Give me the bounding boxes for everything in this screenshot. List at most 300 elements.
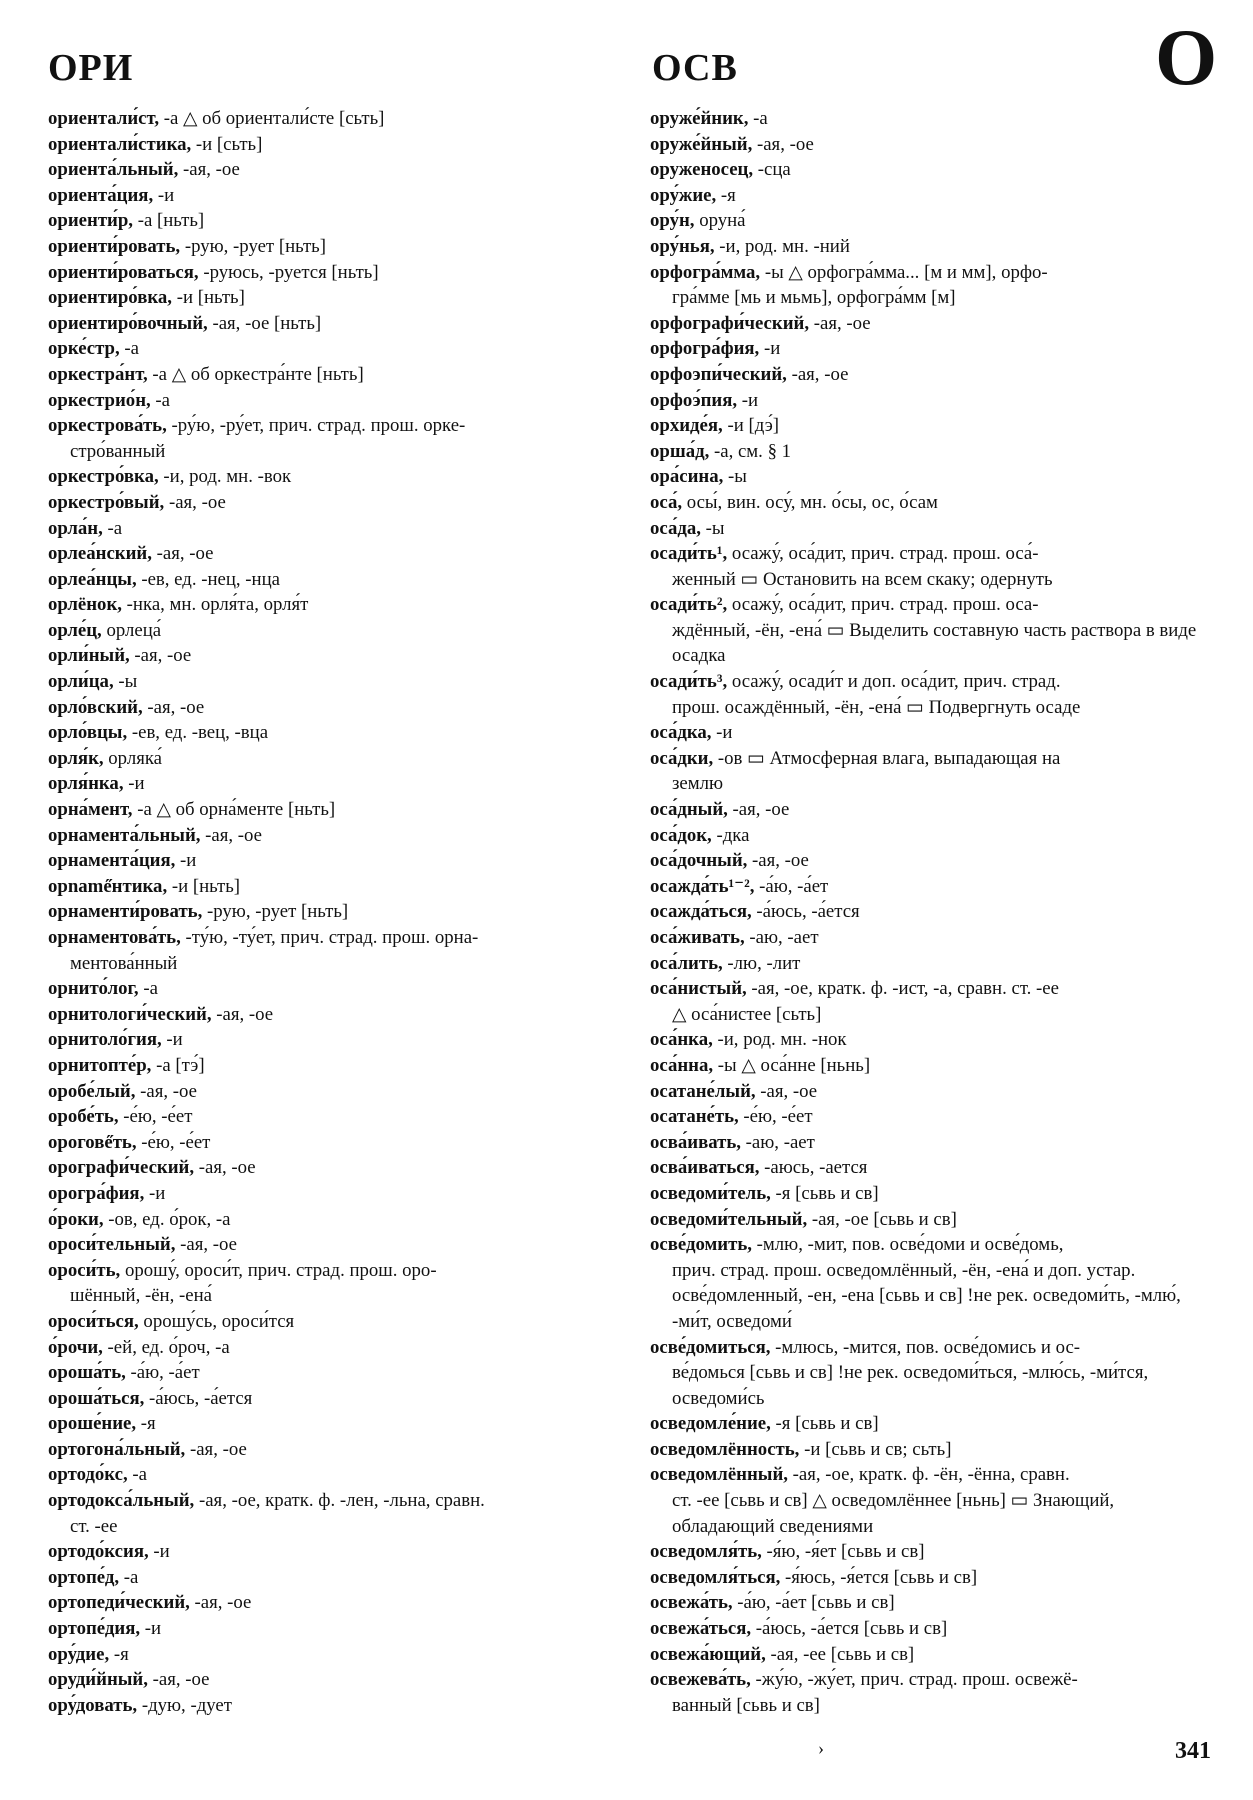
page-number: 341 (1175, 1738, 1211, 1764)
headword: орло́вский, (48, 696, 143, 718)
entry-text: -и, род. мн. -вок (158, 466, 292, 488)
entry-text: -ая, -ое, кратк. ф. -ён, -ённа, сравн. (787, 1464, 1070, 1486)
headword: орнито́лог, (48, 978, 139, 1000)
headword: осве́домить, (650, 1234, 752, 1256)
dictionary-entry (48, 1335, 608, 1361)
entry-text: -я (109, 1643, 129, 1665)
dictionary-entry (48, 592, 608, 618)
entry-text: -ая, -ое (755, 1080, 818, 1102)
entry-text: -ы (700, 517, 725, 539)
headword: осва́иваться, (650, 1157, 760, 1179)
entry-text: -и (144, 1182, 166, 1204)
dictionary-entry (650, 311, 1210, 337)
headword: орли́ный, (48, 645, 130, 667)
headword: осведомля́ться, (650, 1566, 781, 1588)
headword: осведомлённый, (650, 1464, 788, 1486)
headword: оса́нистый, (650, 978, 747, 1000)
headword: орфогра́фия, (650, 338, 760, 360)
entry-text: -лю, -лит (722, 952, 801, 974)
headword: осади́ть³, (650, 671, 728, 693)
dictionary-entry (48, 1232, 608, 1258)
dictionary-entry (48, 157, 608, 183)
headword: ориентиро́вочный, (48, 312, 208, 334)
dictionary-entry (48, 925, 608, 976)
entry-text: -а́ю, -а́ет [сьвь и св] (732, 1592, 895, 1614)
headword: ортодо́ксия, (48, 1541, 149, 1563)
entry-continuation: ве́домься [сьвь и св] !не рек. осведоми́ться, -млю́сь, -ми́тся, осведоми́сь (672, 1362, 1149, 1409)
dictionary-entry (48, 1488, 608, 1539)
headword: орле́ц, (48, 619, 102, 641)
dictionary-entry (48, 1386, 608, 1412)
dictionary-entry (650, 823, 1210, 849)
dictionary-entry (650, 1642, 1210, 1668)
headword: ориентали́ст, (48, 108, 160, 129)
entry-text: -ев, ед. -нец, -нца (136, 568, 280, 590)
dictionary-entry (48, 1411, 608, 1437)
dictionary-entry (48, 1079, 608, 1105)
entry-text: -и [ньть] (172, 287, 245, 309)
dictionary-entry (650, 720, 1210, 746)
entry-text: -а (748, 108, 768, 129)
headword: орнаменти́ровать, (48, 901, 203, 923)
entry-text: -ая, -ое (194, 1157, 256, 1179)
dictionary-entry (650, 1616, 1210, 1642)
dictionary-entry (48, 516, 608, 542)
dictionary-entry (48, 1642, 608, 1668)
headword: оркестрио́н, (48, 389, 151, 411)
headword: орнитоло́гия, (48, 1029, 162, 1051)
entry-text: -нка, мн. орля́та, орля́т (121, 594, 309, 616)
dictionary-entry (48, 541, 608, 567)
entry-continuation: ждённый, -ён, -ена́ ▭ Выделить составную часть раствора в виде осадка (672, 619, 1197, 667)
headword: о́роки, (48, 1208, 104, 1230)
dictionary-entry (650, 925, 1210, 951)
dictionary-entry (650, 234, 1210, 260)
entry-text: -е́ю, -е́ет (738, 1106, 813, 1128)
dictionary-entry (650, 1053, 1210, 1079)
entry-continuation: землю (672, 773, 724, 795)
dictionary-entry (48, 285, 608, 311)
dictionary-entry (48, 1258, 608, 1309)
entry-text: -ая, -ое (211, 1003, 274, 1025)
entry-text: -ая, -ое, кратк. ф. -ист, -а, сравн. ст. -ее (746, 978, 1059, 1000)
headword: ортодо́кс, (48, 1464, 128, 1486)
dictionary-entry (650, 951, 1210, 977)
dictionary-entry (48, 976, 608, 1002)
entry-text: -ая, -ее [сьвь и св] (765, 1643, 915, 1665)
headword: ороси́ться, (48, 1310, 139, 1332)
headword: орнаментова́ть, (48, 927, 181, 948)
entry-text: -я [сьвь и св] (770, 1182, 879, 1204)
entry-text: -и [дэ́] (722, 415, 780, 437)
dictionary-entry (48, 490, 608, 516)
entry-text: -и (153, 184, 175, 206)
entry-text: -аю, -ает (740, 1131, 815, 1153)
headword: оса́док, (650, 824, 712, 846)
dictionary-entry (48, 1360, 608, 1386)
entry-text: -руюсь, -руется [ньть] (198, 261, 379, 283)
entry-text: -ая, -ое (178, 159, 240, 181)
headword: осади́ть¹, (650, 543, 728, 565)
headword: ортодокса́льный, (48, 1490, 195, 1512)
entry-text: -а́юсь, -а́ется [сьвь и св] (751, 1618, 948, 1640)
entry-continuation: гра́мме [мь и мьмь], орфогра́мм [м] (672, 287, 956, 309)
entry-text: -ая, -ое, кратк. ф. -лен, -льна, сравн. (194, 1490, 485, 1512)
entry-text: -а (150, 389, 171, 411)
entry-text: -ая, -ое (151, 543, 214, 565)
headword: орфографи́ческий, (650, 312, 810, 334)
dictionary-entry (650, 1130, 1210, 1156)
dictionary-entry (48, 336, 608, 362)
dictionary-entry (48, 643, 608, 669)
entry-text: -а (119, 1566, 139, 1588)
headword: оркестро́вый, (48, 491, 165, 513)
dictionary-entry (650, 746, 1210, 797)
entry-text: -и (737, 389, 759, 411)
dictionary-entry (48, 618, 608, 644)
dictionary-entry (650, 874, 1210, 900)
entry-text: -а́юсь, -а́ется (144, 1387, 253, 1409)
entry-continuation: △ оса́нистее [сьть] (672, 1003, 822, 1025)
headword: орли́ца, (48, 671, 114, 693)
entry-text: -я́ю, -я́ет [сьвь и св] (761, 1541, 925, 1563)
dictionary-entry (48, 669, 608, 695)
dictionary-entry (650, 388, 1210, 414)
headword: освежа́ться, (650, 1618, 752, 1640)
dictionary-entry (48, 567, 608, 593)
dictionary-entry (48, 1437, 608, 1463)
entry-continuation: женный ▭ Остановить на всем скаку; одернуть (672, 568, 1053, 590)
entry-continuation: ст. -ее (70, 1515, 118, 1537)
headword: оруди́йный, (48, 1669, 148, 1691)
entry-text: -ов ▭ Атмосферная влага, выпадающая на (713, 747, 1061, 769)
headword: орла́н, (48, 517, 103, 539)
entry-text: -и [сьвь и св; сьть] (799, 1438, 952, 1460)
headword: орля́нка, (48, 773, 124, 795)
entry-text: -а (127, 1464, 147, 1486)
dictionary-entry (650, 490, 1210, 516)
entry-text: -ы △ орфогра́мма... [м и мм], орфо- (760, 261, 1048, 283)
headword: ориенти́роваться, (48, 261, 199, 283)
entry-text: -ы (723, 466, 747, 488)
entry-text: -ая, -ое (752, 133, 814, 155)
entry-text: -ая, -ое [сьвь и св] (807, 1208, 957, 1230)
entry-text: -и (175, 850, 197, 872)
entry-text: -рую, -рует [ньть] (180, 235, 327, 257)
headword: оса́да, (650, 517, 701, 539)
dictionary-entry (650, 1667, 1210, 1718)
entry-text: осы́, вин. осу́, мн. о́сы, ос, о́сам (682, 491, 938, 513)
entry-text: -а (102, 517, 123, 539)
entry-text: -ру́ю, -ру́ет, прич. страд. прош. орке- (166, 415, 466, 437)
dictionary-entry (48, 183, 608, 209)
headword: оса́нка, (650, 1029, 713, 1051)
headword: орографи́ческий, (48, 1157, 195, 1179)
headword: ору́дие, (48, 1643, 110, 1665)
entry-text: осажу́, осади́т и доп. оса́дит, прич. страд. (727, 671, 1061, 693)
entry-text: орлеца́ (101, 619, 162, 641)
entry-text: -ы △ оса́нне [ньнь] (713, 1054, 871, 1076)
entry-text: -я [сьвь и св] (770, 1413, 879, 1435)
dictionary-entry (650, 362, 1210, 388)
entry-text: -я (136, 1413, 156, 1435)
dictionary-entry (650, 1437, 1210, 1463)
dictionary-entry (650, 1411, 1210, 1437)
dictionary-entry (650, 439, 1210, 465)
entry-text: -я (716, 184, 736, 206)
headword: осажда́ть¹⁻², (650, 875, 755, 897)
headword: оса́, (650, 491, 683, 513)
headword: орля́к, (48, 747, 104, 769)
dictionary-entry (48, 823, 608, 849)
entry-text: -и (123, 773, 145, 795)
headword: ориенти́р, (48, 210, 134, 232)
headword: осажда́ться, (650, 901, 752, 923)
headword: ориенти́ровать, (48, 235, 181, 257)
headword: освежева́ть, (650, 1669, 751, 1691)
dictionary-entry (48, 1207, 608, 1233)
dictionary-entry (650, 899, 1210, 925)
headword: ориента́ция, (48, 184, 154, 206)
dictionary-entry (48, 1053, 608, 1079)
headword: осведоми́тельный, (650, 1208, 808, 1230)
headword: оробе́ть, (48, 1106, 119, 1128)
dictionary-entry (650, 413, 1210, 439)
headword: орname̋нтика, (48, 875, 168, 897)
headword: ору́жие, (650, 184, 717, 206)
entry-text: -ту́ю, -ту́ет, прич. страд. прош. орна- (180, 927, 479, 948)
headword: осве́домиться, (650, 1336, 771, 1358)
entry-text: орляка́ (103, 747, 163, 769)
entry-text: -сца (753, 159, 791, 181)
entry-text: -а [тэ́] (151, 1054, 205, 1076)
dictionary-entry (650, 1155, 1210, 1181)
headword: осведомлённость, (650, 1438, 800, 1460)
entry-text: -я́юсь, -я́ется [сьвь и св] (780, 1566, 978, 1588)
dictionary-entry (650, 106, 1210, 132)
entry-text: -ая, -ое (175, 1234, 237, 1256)
entry-text: -а́ю, -а́ет (754, 875, 829, 897)
headword: орке́стр, (48, 338, 120, 360)
entry-text: -ы (113, 671, 138, 693)
headword: оса́дки, (650, 747, 714, 769)
entry-text: -и (759, 338, 781, 360)
dictionary-entry (48, 1104, 608, 1130)
entry-text: -а (138, 978, 158, 1000)
headword: ороси́тельный, (48, 1234, 176, 1256)
dictionary-entry (48, 1667, 608, 1693)
dictionary-entry (48, 413, 608, 464)
dictionary-entry (48, 1181, 608, 1207)
dictionary-entry (650, 541, 1210, 592)
headword: орогра́фия, (48, 1182, 145, 1204)
dictionary-entry (48, 1616, 608, 1642)
entry-text: -ая, -ое (129, 645, 192, 667)
entry-text: -а [ньть] (133, 210, 205, 232)
headword: орша́д, (650, 440, 710, 462)
left-guide-word: ОРИ (48, 47, 134, 89)
headword: ороси́ть, (48, 1259, 121, 1281)
dictionary-entry (650, 1539, 1210, 1565)
entry-text: -и (140, 1618, 162, 1640)
headword: оркестрова́ть, (48, 415, 167, 437)
dictionary-entry (48, 106, 608, 132)
dictionary-entry (650, 1565, 1210, 1591)
headword: ороша́ться, (48, 1387, 145, 1409)
entry-text: -жу́ю, -жу́ет, прич. страд. прош. освежё- (750, 1669, 1078, 1691)
headword: осатане́ть, (650, 1106, 739, 1128)
entry-text: -ая, -ое (786, 363, 849, 385)
entry-continuation: ванный [сьвь и св] (672, 1694, 820, 1716)
dictionary-entry (48, 899, 608, 925)
headword: ору́н, (650, 210, 695, 232)
headword: осведомля́ть, (650, 1541, 762, 1563)
entry-text: -е́ю, -е́ет (118, 1106, 193, 1128)
dictionary-entry (48, 1002, 608, 1028)
bottom-mark: › (818, 1738, 824, 1758)
entry-text: осажу́, оса́дит, прич. страд. прош. оса́- (727, 543, 1039, 565)
dictionary-entry (650, 208, 1210, 234)
dictionary-entry (650, 157, 1210, 183)
dictionary-entry (650, 516, 1210, 542)
dictionary-entry (650, 669, 1210, 720)
dictionary-entry (48, 797, 608, 823)
entry-text: орошу́сь, ороси́тся (138, 1310, 295, 1332)
dictionary-entry (48, 1027, 608, 1053)
headword: осведомле́ние, (650, 1413, 771, 1435)
dictionary-entry (48, 362, 608, 388)
headword: орлеа́нцы, (48, 568, 137, 590)
entry-text: -ая, -ое (747, 850, 809, 872)
entry-text: оруна́ (694, 210, 746, 232)
dictionary-entry (48, 388, 608, 414)
headword: орнитопте́р, (48, 1054, 152, 1076)
entry-text: -дую, -дует (137, 1694, 232, 1716)
headword: о́рочи, (48, 1336, 103, 1358)
headword: орлёнок, (48, 594, 122, 616)
dictionary-entry (650, 848, 1210, 874)
entry-continuation: шённый, -ён, -ена́ (70, 1285, 212, 1307)
headword: оробе́лый, (48, 1080, 136, 1102)
headword: оса́нна, (650, 1054, 714, 1076)
headword: ориента́льный, (48, 159, 179, 181)
headword: ору́довать, (48, 1694, 138, 1716)
headword: оруже́йник, (650, 108, 749, 129)
dictionary-entry (650, 1027, 1210, 1053)
headword: оркестро́вка, (48, 466, 159, 488)
headword: ора́сина, (650, 466, 724, 488)
dictionary-entry (650, 132, 1210, 158)
headword: осведоми́тель, (650, 1182, 771, 1204)
headword: оса́дный, (650, 799, 728, 821)
dictionary-entry (48, 746, 608, 772)
headword: орлеа́нский, (48, 543, 152, 565)
entry-continuation: стро́ванный (70, 440, 166, 462)
entry-text: осажу́, оса́дит, прич. страд. прош. оса- (727, 594, 1039, 616)
entry-text: -и, род. мн. -нок (712, 1029, 847, 1051)
entry-text: -ей, ед. о́роч, -а (102, 1336, 230, 1358)
dictionary-entry (650, 1462, 1210, 1539)
headword: оса́лить, (650, 952, 723, 974)
dictionary-entry (48, 208, 608, 234)
entry-text: -а́юсь, -а́ется (751, 901, 860, 923)
entry-text: -ая, -ое (189, 1592, 252, 1614)
headword: орло́вцы, (48, 722, 128, 744)
dictionary-entry (650, 1207, 1210, 1233)
dictionary-entry (48, 1539, 608, 1565)
entry-text: -млюсь, -мится, пов. осве́домись и ос- (770, 1336, 1081, 1358)
entry-text: -аюсь, -ается (759, 1157, 868, 1179)
entry-text: -рую, -рует [ньть] (202, 901, 349, 923)
entry-text: -ая, -ое (135, 1080, 197, 1102)
headword: орнамента́льный, (48, 824, 201, 846)
dictionary-entry (48, 1565, 608, 1591)
headword: осва́ивать, (650, 1131, 741, 1153)
dictionary-entry (650, 464, 1210, 490)
entry-text: орошу́, ороси́т, прич. страд. прош. оро- (120, 1259, 437, 1281)
headword: орфогра́мма, (650, 261, 761, 283)
headword: орнитологи́ческий, (48, 1003, 212, 1025)
headword: ортопе́д, (48, 1566, 120, 1588)
headword: осатане́лый, (650, 1080, 756, 1102)
dictionary-entry (48, 1309, 608, 1335)
entry-text: -и (148, 1541, 170, 1563)
dictionary-entry (48, 1130, 608, 1156)
headword: ороше́ние, (48, 1413, 137, 1435)
dictionary-entry (48, 1462, 608, 1488)
entry-text: -ая, -ое (164, 491, 226, 513)
headword: ору́нья, (650, 235, 715, 257)
left-column (48, 106, 608, 1718)
entry-text: -ая, -ое (200, 824, 263, 846)
entry-text: -ая, -ое [ньть] (207, 312, 322, 334)
entry-text: -ов, ед. о́рок, -а (103, 1208, 231, 1230)
headword: оруже́йный, (650, 133, 753, 155)
right-guide-word: ОСВ (652, 47, 738, 89)
entry-text: -дка (711, 824, 750, 846)
dictionary-entry (48, 874, 608, 900)
right-column (650, 106, 1210, 1718)
dictionary-entry (48, 260, 608, 286)
dictionary-entry (650, 592, 1210, 669)
entry-text: -и [сьть] (191, 133, 263, 155)
entry-text: -а́ю, -а́ет (125, 1362, 200, 1384)
headword: орфоэпи́ческий, (650, 363, 787, 385)
entry-text: -млю, -мит, пов. осве́доми и осве́домь, (751, 1234, 1064, 1256)
dictionary-entry (650, 336, 1210, 362)
headword: освежа́ющий, (650, 1643, 766, 1665)
dictionary-entry (48, 234, 608, 260)
entry-text: -и [ньть] (167, 875, 241, 897)
dictionary-entry (650, 1181, 1210, 1207)
entry-text: -а △ об ориентали́сте [сьть] (159, 108, 385, 129)
dictionary-entry (650, 183, 1210, 209)
dictionary-entry (48, 848, 608, 874)
headword: ориентиро́вка, (48, 287, 172, 309)
dictionary-entry (650, 797, 1210, 823)
dictionary-entry (650, 260, 1210, 311)
entry-text: -е́ю, -е́ет (136, 1131, 211, 1153)
entry-text: -ая, -ое (147, 1669, 210, 1691)
entry-text: -а (119, 338, 139, 360)
dictionary-entry (650, 1335, 1210, 1412)
headword: оркестра́нт, (48, 363, 148, 385)
headword: освежа́ть, (650, 1592, 733, 1614)
dictionary-entry (48, 1693, 608, 1719)
headword: орнамента́ция, (48, 850, 176, 872)
entry-text: -а, см. § 1 (709, 440, 792, 462)
dictionary-entry (48, 311, 608, 337)
